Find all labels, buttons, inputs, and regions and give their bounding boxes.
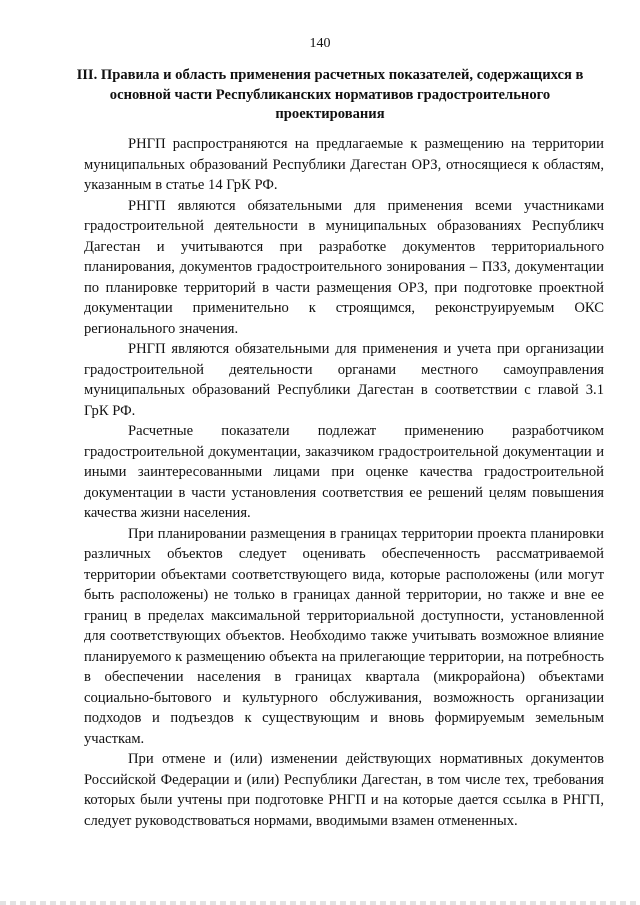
paragraph: РНГП являются обязательными для применения и учета при организации градостроительной деятельности органами местного самоуправления муниципальных образований Республики Дагестан в соответствии с главой 3.1 ГрК РФ. bbox=[84, 341, 604, 419]
paragraph: Расчетные показатели подлежат применению разработчиком градостроительной документации, заказчиком градостроительной документации и иными заинтересованными лицами при оценке качества градостроительной документации в части установления соответствия ее решений целям повышения качества жизни населения. bbox=[84, 423, 604, 521]
section-title: III. Правила и область применения расчетных показателей, содержащихся в основной части Республиканских нормативов градостроительного проектирования bbox=[76, 67, 584, 122]
paragraph: РНГП являются обязательными для применения всеми участниками градостроительной деятельности в муниципальных образованиях Республикч Дагестан и учитываются при разработке документов территориального планирования, документов градостроительного зонирования – ПЗЗ, документации по планировке территорий в части размещения ОРЗ, при подготовке проектной документации применительно к строящимся, реконструируемым ОКС регионального значения. bbox=[84, 197, 604, 337]
body-text bbox=[84, 134, 604, 831]
paragraph: РНГП распространяются на предлагаемые к размещению на территории муниципальных образований Республики Дагестан ОРЗ, относящиеся к областям, указанным в статье 14 ГрК РФ. bbox=[84, 136, 604, 193]
page-number: 140 bbox=[309, 36, 331, 51]
paragraph: При отмене и (или) изменении действующих нормативных документов Российской Федерации и (или) Республики Дагестан, в том числе тех, требования которых были учтены при подготовке РНГП и на которые дается ссылка в РНГП, следует руководствоваться нормами, вводимыми взамен отмененных. bbox=[84, 751, 604, 829]
paragraph: При планировании размещения в границах территории проекта планировки различных объектов следует оценивать обеспеченность рассматриваемой территории объектами соответствующего вида, которые расположены (или могут быть расположены) не только в границах данной территории, но также и вне ее границ в пределах максимальной территориальной доступности, установленной для соответствующих объектов. Необходимо также учитывать возможное влияние планируемого к размещению объекта на прилегающие территории, на потребность в обеспечении населения в границах квартала (микрорайона) объектами социально-бытового и культурного обслуживания, возможность организации подходов и подъездов к существующим и вновь формируемым земельным участкам. bbox=[84, 525, 604, 747]
scan-edge-artifact bbox=[0, 901, 640, 905]
